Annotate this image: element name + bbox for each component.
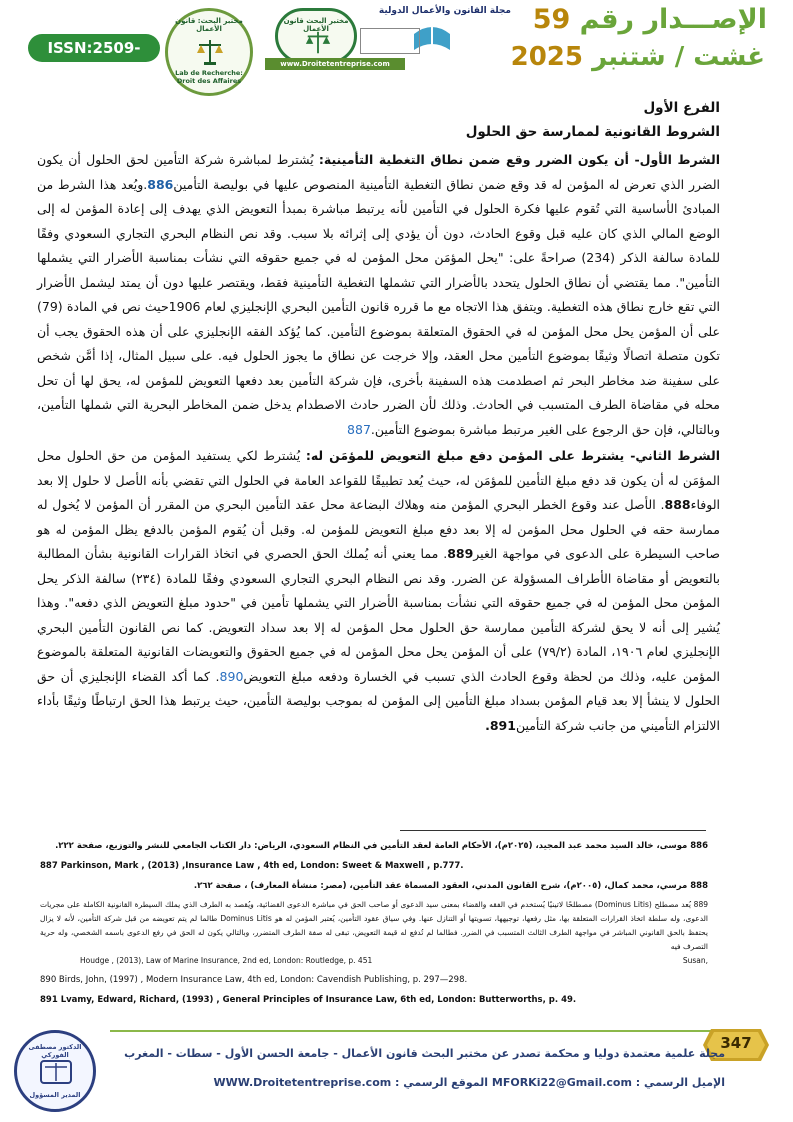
footnote-ref-890[interactable]: 890 bbox=[219, 668, 244, 684]
lab-logo-secondary bbox=[275, 8, 357, 64]
branch-title: الفرع الأول bbox=[643, 100, 720, 116]
section-title: الشروط القانونية لممارسة حق الحلول bbox=[465, 124, 720, 140]
condition-two-text-cont3: . كما أكد القضاء الإنجليزي أن حق الحلول لا ينشأ إلا بعد قيام المؤمن بسداد مبلغ التأمين إلى المؤمن له بموجب بوليصة التأمين، حيث يرتبط هذا الحق ارتباطًا وثيقًا بأداء الالتزام التأميني من جانب شركة التأمين bbox=[37, 668, 720, 733]
issue-year: 2025 bbox=[510, 42, 583, 72]
condition-two-heading: الشرط الثاني- يشترط على المؤمن دفع مبلغ التعويض للمؤمَن له: bbox=[305, 448, 720, 463]
footnote-ref-888[interactable]: 888 bbox=[664, 497, 691, 512]
footnote-888: 888 مرسي، محمد كمال، (٢٠٠٥م)، شرح القانون المدني، العقود المسماة عقد التأمين، (مصر: منشأة المعارف) ، صفحة ٢٦٢. bbox=[193, 881, 708, 891]
director-seal bbox=[14, 1030, 96, 1112]
issue-label: الإصـــدار رقم bbox=[579, 4, 767, 35]
seal-top-text: الدكتور مصطفى الفوركي bbox=[28, 1043, 82, 1059]
issue-month: غشت / شتنبر bbox=[592, 42, 765, 72]
condition-one-heading: الشرط الأول- أن يكون الضرر وقع ضمن نطاق التغطية التأمينية: bbox=[318, 152, 721, 167]
footnote-ref-887[interactable]: 887 bbox=[347, 421, 371, 437]
scales-icon bbox=[304, 29, 332, 57]
footnote-889: 889 يُعد مصطلح (Dominus Litis) مصطلحًا لاتينيًا يُستخدم في الفقه والقضاء بمعنى سيد الدعوى أو صاحب الحق في مباشرة الدعوى القضائية، ويُقصد به الطرف الذي يملك السيطرة القانونية الكاملة على مجريات الدعوى، وله سلطة اتخاذ القرارات المتعلقة بها، مثل رفعها، توجيهها، تسويتها أو التنازل عنها. وفي سياق عقود التأمين، يُعتبر المؤمن له هو Dominus Litis طالما لم يتم تعويضه من قبل شركة التأمين، لأنه لا يزال يحتفظ بالحق القانوني المباشر في مواجهة الطرف الثالث المتسبب في الضرر. فطالما لم تُدفع له قيمة التعويض، تبقى له صفة الطرف المتضرر، وبالتالي يكون له الحق في رفع الدعوى باسمه الشخصي، وله حرية التصرف فيه bbox=[40, 900, 709, 951]
footnote-ref-886[interactable]: 886 bbox=[147, 176, 174, 192]
scales-icon bbox=[195, 37, 225, 67]
footnote-ref-891[interactable]: 891. bbox=[485, 717, 516, 733]
issue-value: 59 bbox=[532, 4, 571, 35]
footnote-887: 887 Parkinson, Mark , (2013) ,Insurance Law , 4th ed, London: Sweet & Maxwell , p.777. bbox=[40, 861, 464, 871]
footnotes bbox=[40, 838, 708, 1012]
seal-emblem-icon bbox=[39, 1057, 73, 1087]
condition-two-text: يُشترط لكي يستفيد المؤمن من حق الحلول محل المؤمَن له أن يكون قد دفع مبلغ التأمين للمؤمَن له، حيث يُعد تطبيقًا للقواعد العامة في الحلول التي تقضي بأنه الأصل لا حلول إلا بعد الوفاء bbox=[37, 448, 720, 512]
footnote-889-author: Susan, bbox=[682, 956, 708, 965]
footnote-889-cont bbox=[40, 954, 708, 968]
footnote-890: 890 Birds, John, (1997) , Modern Insurance Law, 4th ed, London: Cavendish Publishing, p. 297—298. bbox=[40, 975, 468, 985]
footnote-divider bbox=[400, 830, 706, 831]
issn-badge: ISSN:2509-0291 bbox=[28, 34, 160, 62]
website-strip: www.Droitetentreprise.com bbox=[265, 58, 405, 70]
footnote-ref-889[interactable]: 889 bbox=[447, 546, 474, 561]
issue-number bbox=[533, 2, 767, 38]
article-body bbox=[37, 96, 720, 740]
footnote-891: 891 Lvamy, Edward, Richard, (1993) , General Principles of Insurance Law, 6th ed, London: Butterworths, p. 49. bbox=[40, 995, 577, 1005]
paragraph-condition-one bbox=[37, 148, 720, 442]
condition-two-text-cont2: . مما يعني أنه يُملك الحق الحصري في اتخاذ القرارات القانونية بشأن المطالبة بالتعويض أو مقاضاة الأطراف المسؤولة عن الضرر. وقد نص النظام البحري التجاري السعودي وفقًا للمادة (٢٣٤) سالفة الذكر يحل المؤمن محل المؤمن له في جميع حقوقه التي نشأت بمناسبة الأضرار التي يشملها تأمين في "حدود مبلغ التعويض الذي دفعه". وهذا يُشير إلى أنه لا يحق لشركة التأمين ممارسة حق الحلول محل المؤمن له إلا بعد سداد التعويض. كما نص القانون التأمين البحري الإنجليزي لعام ١٩٠٦، المادة (٧٩/٢) على أن المؤمن يحل محل المؤمن له في جميع الحقوق والتعويضات القانونية المتعلقة بالموضوع المؤمن عليه، وذلك من لحظة وقوع الحادث الذي تسبب في الخسارة ودفعه مبلغ التعويض bbox=[37, 546, 721, 684]
footnote-886: 886 موسى، خالد السيد محمد عبد المجيد، (٢٠٢٥م)، الأحكام العامة لعقد التأمين في النظام السعودي، الرياض: دار الكتاب الجامعي للنشر والتوزيع، صفحة ٢٢٢. bbox=[55, 841, 708, 851]
lab-logo-secondary-text: مختبر البحث قانون الأعمال bbox=[283, 17, 349, 33]
footer-journal-description: مجلة علمية معتمدة دوليا و محكمة تصدر عن مختبر البحث قانون الأعمال - جامعة الحسن الأول - سطات - المغرب bbox=[124, 1047, 725, 1060]
lab-logo-bottom-text: Lab de Recherche: Droit des Affaires bbox=[175, 69, 243, 85]
footer-contact: الإميل الرسمي : MFORKi22@Gmail.com الموقع الرسمي : WWW.Droitetentreprise.com bbox=[213, 1076, 725, 1089]
footer-rule bbox=[110, 1030, 750, 1032]
issue-date bbox=[511, 40, 765, 74]
lab-logo bbox=[165, 8, 253, 96]
footnote-889-citation: Houdge , (2013), Law of Marine Insurance, 2nd ed, London: Routledge, p. 451 bbox=[80, 956, 373, 965]
seal-bottom-text: المدير المسؤول bbox=[29, 1091, 81, 1099]
page-number: 347 bbox=[720, 1034, 752, 1052]
condition-one-text-cont: .ويُعد هذا الشرط من المبادئ الأساسية التي تُقوم عليها فكرة الحلول في التأمين لأنه يرتبط مباشرة بمبدأ التعويض الذي يهدف إلى إعادة المؤمن له إلى الوضع المالي الذي كان عليه قبل وقوع الحادث، دون أن يؤدي إلى إثرائه بلا سبب. وقد نص النظام البحري التجاري السعودي وفقًا للمادة سالفة الذكر (234) صراحةً على: "يحل المؤمَن محل المؤمن له في جميع حقوقه التي نشأت بمناسبة الأضرار التي يشملها التأمين". مما يقتضي أن نطاق الحلول يتحدد بالأضرار التي تشملها التغطية التأمينية فقط، ويقتصر عليها دون أن يمتد ليشمل الأضرار التي تقع خارج نطاق هذه التغطية. ويتفق هذا الاتجاه مع ما قرره قانون التأمين البحري الإنجليزي لعام 1906حيث نص في المادة (79) على أن المؤمن يحل محل المؤمن له في الحقوق المتعلقة بموضوع التأمين. كما يُؤكد الفقه الإنجليزي على أن هذه الحقوق يجب أن تكون متصلة اتصالًا وثيقًا بموضوع التأمين محل العقد، وإلا خرجت عن نطاق ما يجوز الحلول فيه. على سبيل المثال، إذا أمَّن شخص على سفينة ضد مخاطر البحر ثم اصطدمت هذه السفينة بأخرى، فإن شركة التأمين بعد دفعها التعويض للمؤمن له، يحق لها أن تحل محله في مقاضاة الطرف المتسبب في الحادث. وذلك لأن الضرر حادث الاصطدام يدخل ضمن المخاطر البحرية التي شملها التأمين، وبالتالي، فإن حق الرجوع على الغير مرتبط مباشرة بموضوع التأمين. bbox=[37, 176, 721, 437]
lab-logo-top-text: مختبر البحث: قانون الأعمال bbox=[175, 17, 243, 33]
condition-one-text: يُشترط لمباشرة شركة التأمين لحق الحلول أن يكون الضرر الذي تعرض له المؤمن له قد وقع ضمن نطاق التغطية التأمينية المنصوص عليها في بوليصة التأمين bbox=[37, 152, 720, 192]
journal-name: مجلة القانون والأعمال الدولية bbox=[378, 6, 511, 16]
paragraph-condition-two bbox=[37, 444, 720, 738]
university-logo bbox=[360, 28, 420, 54]
condition-two-text-cont: . الأصل عند وقوع الخطر البحري المؤمن منه وهلاك البضاعة محل عقد التأمين البحري من المقرر أن المؤمن لا يُخول له ممارسة حقه في الحلول محل المؤمن له إلا بعد دفع مبلغ التعويض للمؤمن له. وقبل أن يُقوم المؤمن بالدفع يظل المؤمن له هو صاحب السيطرة على الدعوى في مواجهة الغير bbox=[37, 497, 721, 561]
